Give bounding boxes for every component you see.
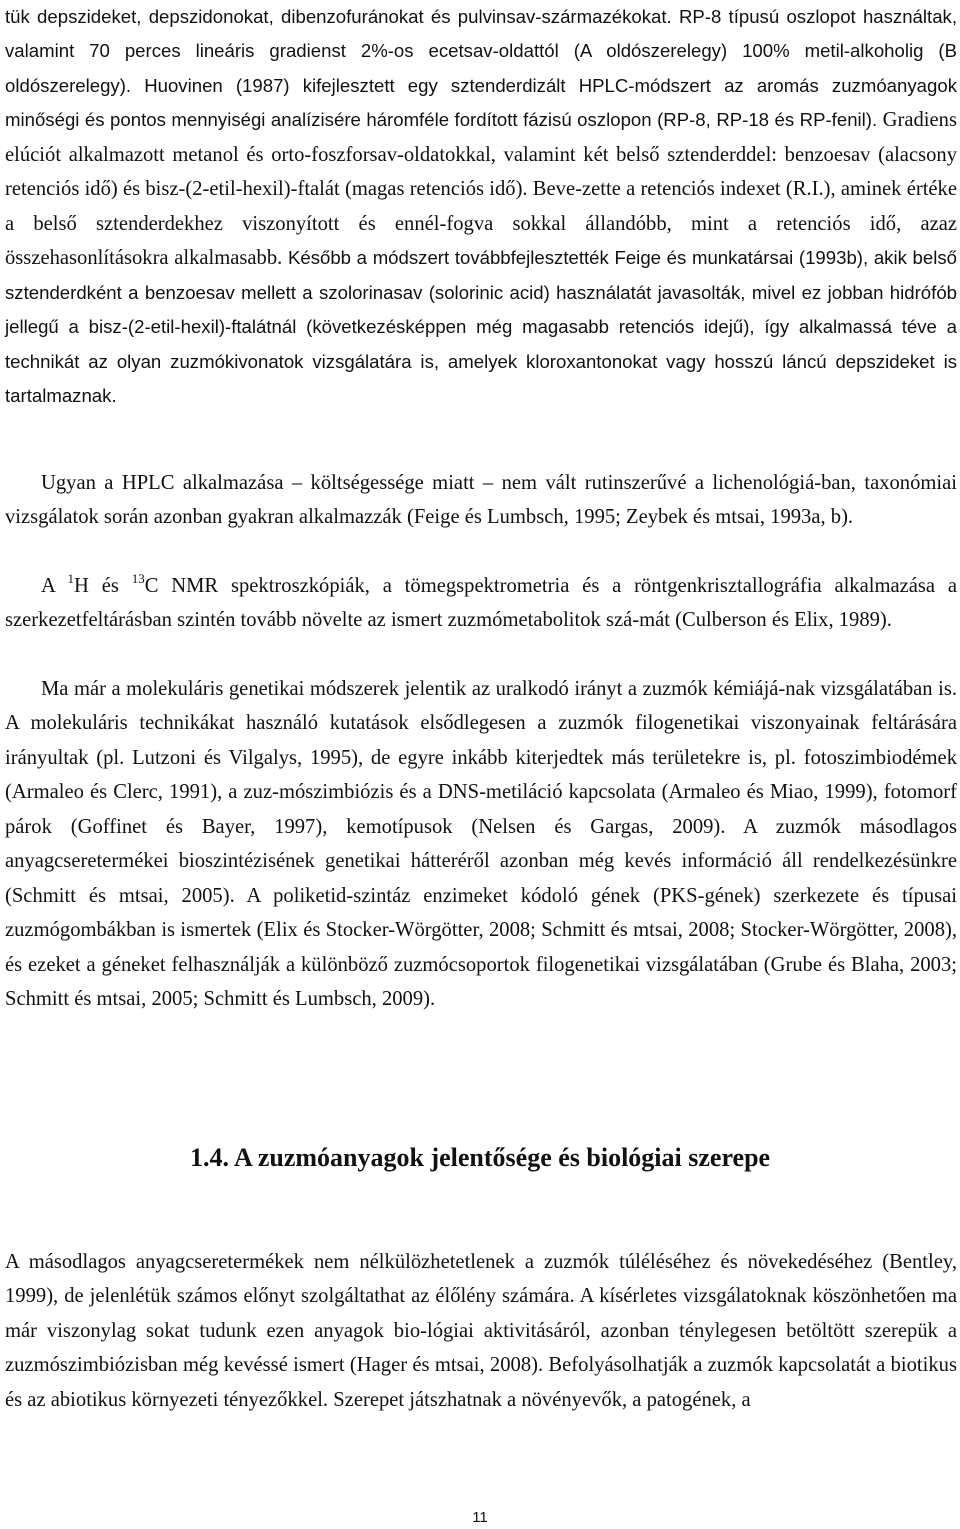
superscript: 13 [131, 571, 145, 587]
paragraph-segment: H és [74, 575, 132, 597]
paragraph-segment: A [41, 575, 68, 597]
paragraph-nmr [5, 569, 957, 638]
paragraph-segment: Később a módszert továbbfejlesztették Feige és munkatársai (1993b), akik belső sztenderdként a benzoesav mellett a szolorinasav (solorinic acid) használatát javasolták, mivel ez jobban hidrófób jellegű a bisz-(2-etil-hexil)-ftalátnál (következésképpen még magasabb retenciós idejű), így alkalmassá téve a technikát az olyan zuzmókivonatok vizsgálatára is, amelyek kloroxantonokat vagy hosszú láncú depszideket is tartalmaznak. [5, 247, 957, 406]
paragraph-hplc-methods [5, 0, 957, 413]
page-number: 11 [472, 1509, 488, 1526]
paragraph-molecular-genetics: Ma már a molekuláris genetikai módszerek jelentik az uralkodó irányt a zuzmók kémiájá-nak vizsgálatában is. A molekuláris technikákat használó kutatások elsődlegesen a zuzmók filogenetikai viszonyainak feltárására irányultak (pl. Lutzoni és Vilgalys, 1995), de egyre inkább kiterjedtek más területekre is, pl. fotoszimbiodémek (Armaleo és Clerc, 1991), a zuz-mószimbiózis és a DNS-metiláció kapcsolata (Armaleo és Miao, 1999), fotomorf párok (Goffinet és Bayer, 1997), kemotípusok (Nelsen és Gargas, 2009). A zuzmók másodlagos anyagcseretermékei bioszintézisének genetikai hátteréről azonban még kevés információ áll rendelkezésünkre (Schmitt és mtsai, 2005). A poliketid-szintáz enzimeket kódoló gének (PKS-gének) szerkezete és típusai zuzmógombákban is ismertek (Elix és Stocker-Wörgötter, 2008; Schmitt és mtsai, 2008; Stocker-Wörgötter, 2008), és ezeket a géneket felhasználják a különböző zuzmócsoportok filogenetikai vizsgálatában (Grube és Blaha, 2003; Schmitt és mtsai, 2005; Schmitt és Lumbsch, 2009). [5, 678, 957, 1011]
section-heading: 1.4. A zuzmóanyagok jelentősége és biológiai szerepe [189, 1143, 771, 1172]
paragraph-segment: Gradiens elúciót alkalmazott metanol és orto-foszforsav-oldatokkal, valamint két belső sztenderddel: benzoesav (alacsony retenciós idő) és bisz-(2-etil-hexil)-ftalát (magas retenciós idő). Beve-zette a retenciós indexet (R.I.), aminek értéke a belső sztenderdekhez viszonyított és ennél-fogva sokkal állandóbb, mint a retenciós idő, azaz összehasonlításokra alkalmasabb. [5, 109, 957, 270]
paragraph-hplc-cost: Ugyan a HPLC alkalmazása – költségessége miatt – nem vált rutinszerűvé a lichenológiá-ban, taxonómiai vizsgálatok során azonban gyakran alkalmazzák (Feige és Lumbsch, 1995; Zeybek és mtsai, 1993a, b). [5, 472, 957, 529]
superscript: 1 [67, 571, 75, 587]
paragraph-segment: C NMR spektroszkópiák, a tömegspektrometria és a röntgenkrisztallográfia alkalmazása a szerkezetfeltárásban szintén tovább növelte az ismert zuzmómetabolitok szá-mát (Culberson és Elix, 1989). [5, 575, 957, 632]
paragraph-secondary-metabolites: A másodlagos anyagcseretermékek nem nélkülözhetetlenek a zuzmók túléléséhez és növekedéséhez (Bentley, 1999), de jelenlétük számos előnyt szolgáltathat az élőlény számára. A kísérletes vizsgálatoknak köszönhetően ma már viszonylag sokat tudunk ezen anyagok bio-lógiai aktivitásáról, azonban ténylegesen betöltött szerepük a zuzmószimbiózisban még kevéssé ismert (Hager és mtsai, 2008). Befolyásolhatják a zuzmók kapcsolatát a biotikus és az abiotikus környezeti tényezőkkel. Szerepet játszhatnak a növényevők, a patogének, a [5, 1251, 957, 1411]
paragraph-segment: tük depszideket, depszidonokat, dibenzofuránokat és pulvinsav-származékokat. RP-8 típusú oszlopot használtak, valamint 70 perces lineáris gradienst 2%-os ecetsav-oldattól (A oldószerelegy) 100% metil-alkoholig (B oldószerelegy). Huovinen (1987) kifejlesztett egy sztenderdizált HPLC-módszert az aromás zuzmóanyagok minőségi és pontos mennyiségi analízisére háromféle fordított fázisú oszlopon (RP-8, RP-18 és RP-fenil). [5, 6, 957, 131]
